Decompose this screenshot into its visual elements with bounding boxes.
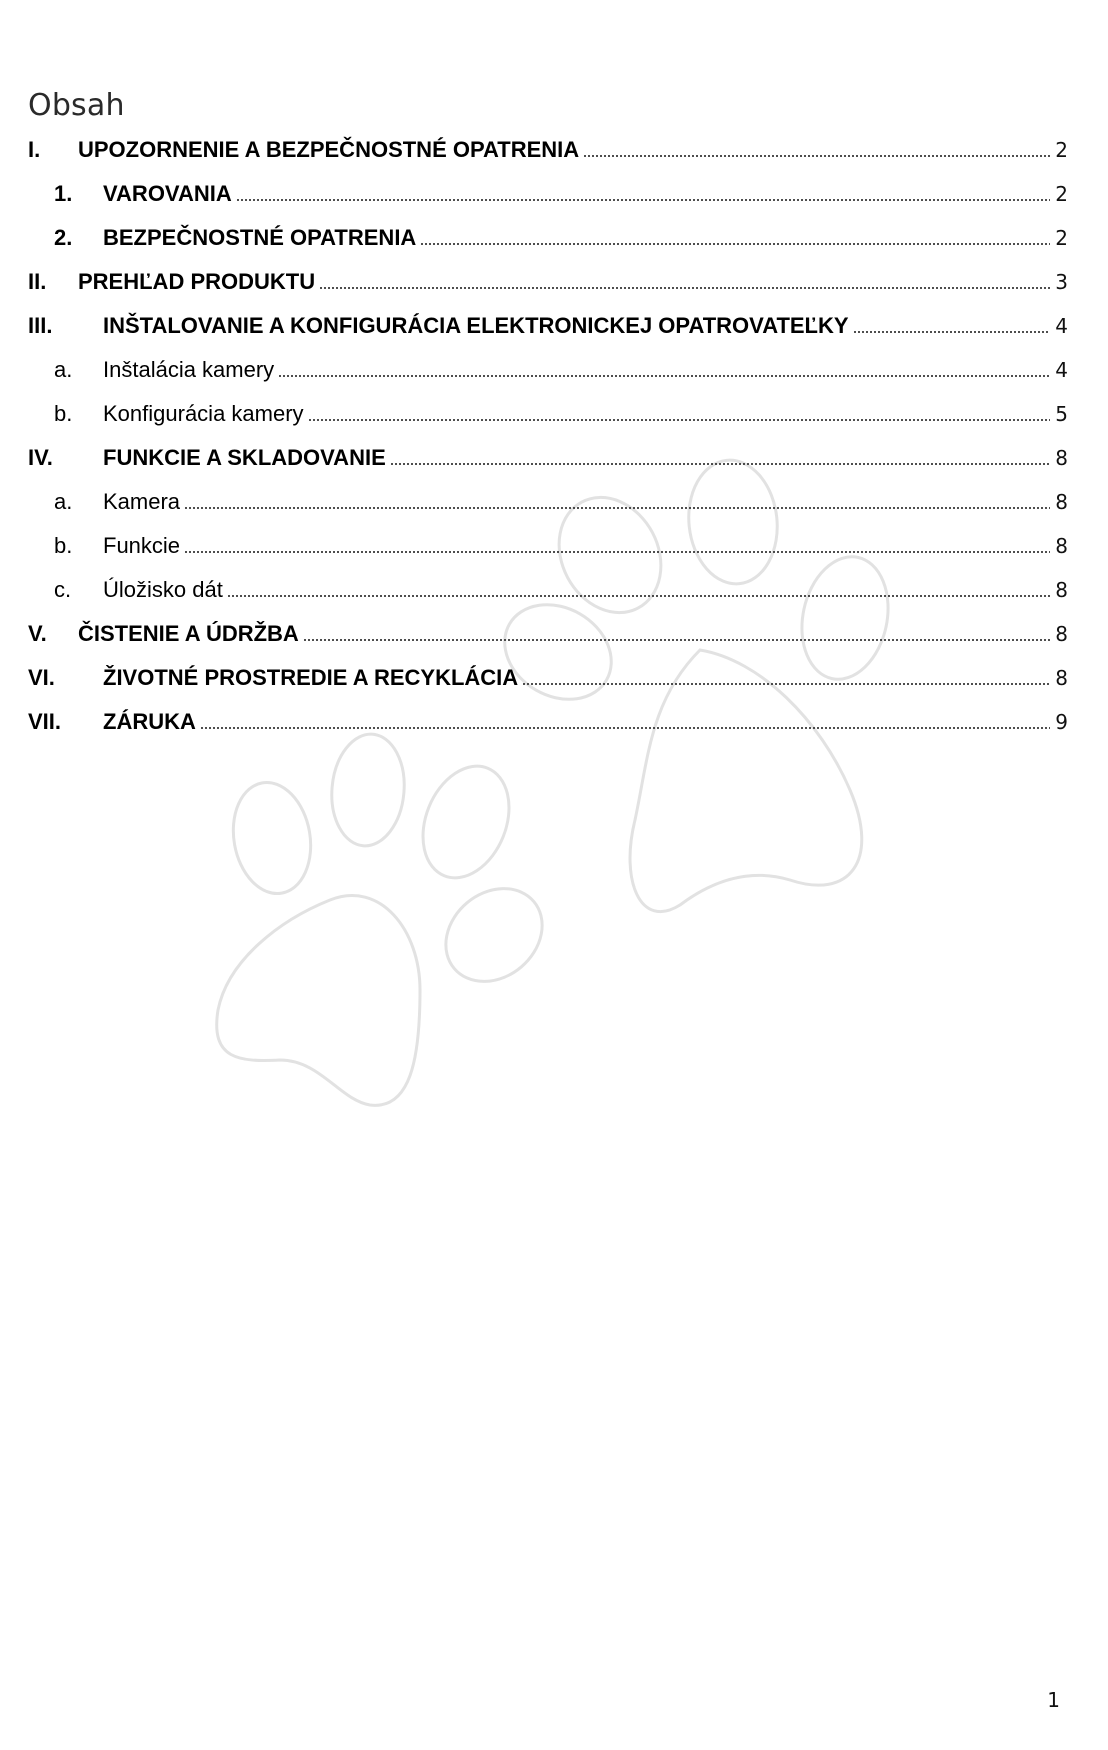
toc-entry-page: 2 bbox=[1055, 138, 1068, 162]
toc-dot-leader bbox=[200, 727, 1050, 729]
toc-entry-label[interactable]: ZÁRUKA bbox=[103, 709, 196, 734]
toc-entry-number: 1. bbox=[54, 181, 73, 206]
toc-entry-page: 4 bbox=[1055, 358, 1068, 382]
toc-entry-number: VII. bbox=[28, 709, 62, 734]
toc-entry-number: c. bbox=[54, 577, 72, 602]
toc-entry-label[interactable]: Funkcie bbox=[103, 533, 181, 558]
toc-entry[interactable] bbox=[28, 612, 1068, 656]
toc-entry-label[interactable]: PREHĽAD PRODUKTU bbox=[78, 269, 316, 294]
toc-dot-leader bbox=[319, 287, 1050, 289]
toc-entry-number: a. bbox=[54, 489, 73, 514]
toc-entry-page: 2 bbox=[1055, 182, 1068, 206]
toc-entry-label[interactable]: Úložisko dát bbox=[103, 577, 223, 602]
toc-dot-leader bbox=[308, 419, 1050, 421]
toc-dot-leader bbox=[303, 639, 1050, 641]
table-of-contents bbox=[28, 128, 1068, 744]
toc-entry-page: 8 bbox=[1055, 578, 1068, 602]
toc-entry-page: 3 bbox=[1055, 270, 1068, 294]
toc-entry-page: 9 bbox=[1055, 710, 1068, 734]
toc-entry-page: 8 bbox=[1055, 622, 1068, 646]
toc-entry-number: a. bbox=[54, 357, 73, 382]
toc-entry[interactable] bbox=[28, 656, 1068, 700]
toc-entry[interactable] bbox=[28, 260, 1068, 304]
toc-entry-number: II. bbox=[28, 269, 47, 294]
toc-entry-page: 2 bbox=[1055, 226, 1068, 250]
toc-dot-leader bbox=[184, 507, 1050, 509]
toc-entry-number: III. bbox=[28, 313, 53, 338]
toc-entry-page: 4 bbox=[1055, 314, 1068, 338]
toc-entry[interactable] bbox=[28, 216, 1068, 260]
toc-entry-page: 5 bbox=[1055, 402, 1068, 426]
toc-entry-label[interactable]: ČISTENIE A ÚDRŽBA bbox=[78, 621, 299, 646]
toc-entry[interactable] bbox=[28, 700, 1068, 744]
toc-entry-label[interactable]: UPOZORNENIE A BEZPEČNOSTNÉ OPATRENIA bbox=[78, 137, 580, 162]
toc-dot-leader bbox=[853, 331, 1050, 333]
toc-dot-leader bbox=[278, 375, 1050, 377]
toc-entry-number: V. bbox=[28, 621, 47, 646]
toc-title: Obsah bbox=[28, 88, 125, 123]
toc-entry-number: IV. bbox=[28, 445, 53, 470]
toc-entry[interactable] bbox=[28, 392, 1068, 436]
toc-entry-page: 8 bbox=[1055, 490, 1068, 514]
toc-entry-label[interactable]: FUNKCIE A SKLADOVANIE bbox=[103, 445, 386, 470]
toc-entry-page: 8 bbox=[1055, 446, 1068, 470]
toc-dot-leader bbox=[390, 463, 1050, 465]
toc-entry[interactable] bbox=[28, 436, 1068, 480]
toc-entry[interactable] bbox=[28, 304, 1068, 348]
toc-entry-label[interactable]: BEZPEČNOSTNÉ OPATRENIA bbox=[103, 225, 417, 250]
toc-entry-number: I. bbox=[28, 137, 41, 162]
page-number: 1 bbox=[1047, 1688, 1060, 1712]
toc-entry-page: 8 bbox=[1055, 666, 1068, 690]
toc-dot-leader bbox=[583, 155, 1050, 157]
toc-entry[interactable] bbox=[28, 480, 1068, 524]
toc-entry-label[interactable]: ŽIVOTNÉ PROSTREDIE A RECYKLÁCIA bbox=[103, 665, 519, 690]
toc-entry-number: b. bbox=[54, 533, 73, 558]
toc-dot-leader bbox=[227, 595, 1050, 597]
toc-entry-label[interactable]: VAROVANIA bbox=[103, 181, 232, 206]
toc-entry-page: 8 bbox=[1055, 534, 1068, 558]
toc-entry[interactable] bbox=[28, 172, 1068, 216]
toc-entry-label[interactable]: Kamera bbox=[103, 489, 181, 514]
toc-dot-leader bbox=[522, 683, 1050, 685]
toc-entry-number: 2. bbox=[54, 225, 73, 250]
toc-dot-leader bbox=[420, 243, 1050, 245]
toc-entry-number: VI. bbox=[28, 665, 55, 690]
toc-entry[interactable] bbox=[28, 524, 1068, 568]
toc-entry-label[interactable]: Inštalácia kamery bbox=[103, 357, 275, 382]
toc-entry[interactable] bbox=[28, 568, 1068, 612]
toc-entry[interactable] bbox=[28, 348, 1068, 392]
toc-entry-label[interactable]: INŠTALOVANIE A KONFIGURÁCIA ELEKTRONICKEJ OPATROVATEĽKY bbox=[103, 313, 849, 338]
toc-entry[interactable] bbox=[28, 128, 1068, 172]
toc-dot-leader bbox=[184, 551, 1050, 553]
toc-dot-leader bbox=[236, 199, 1050, 201]
toc-entry-number: b. bbox=[54, 401, 73, 426]
toc-entry-label[interactable]: Konfigurácia kamery bbox=[103, 401, 304, 426]
